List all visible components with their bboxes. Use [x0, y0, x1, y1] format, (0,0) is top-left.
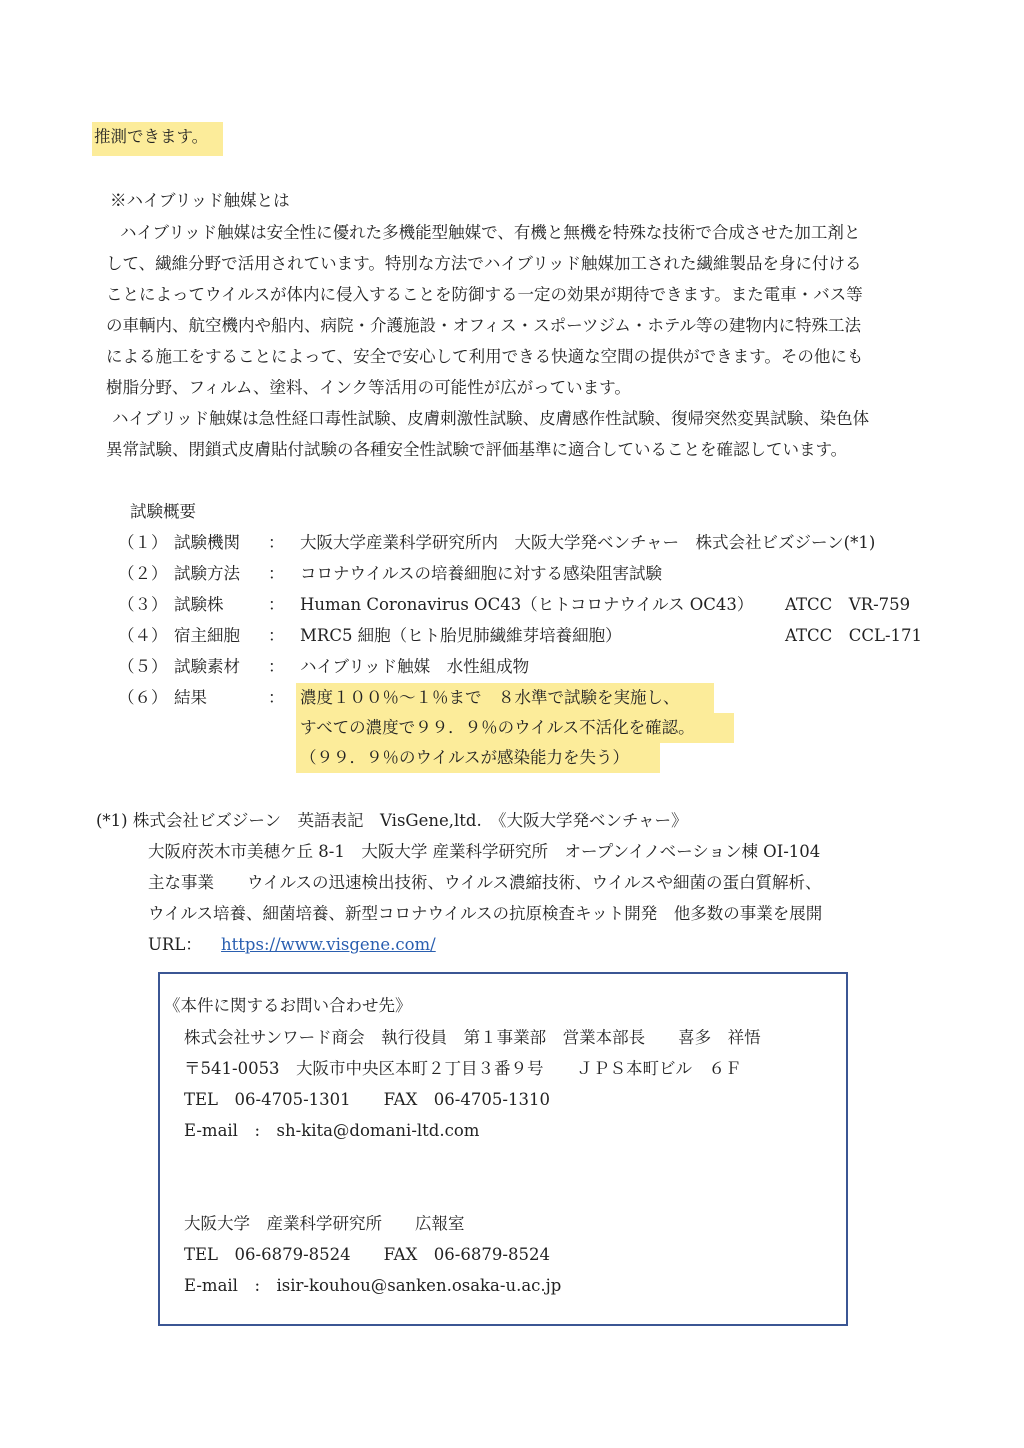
note-line-1: (*1) 株式会社ビズジーン 英語表記 VisGene,ltd. 《大阪大学発ベンチャー》	[96, 811, 688, 830]
contact-tel2: TEL 06-6879-8524 FAX 06-6879-8524	[184, 1245, 550, 1264]
test-row-value: Human Coronavirus OC43（ヒトコロナウイルス OC43）	[300, 595, 754, 614]
test-row-num: （１）	[118, 533, 168, 552]
contact-email: E-mail : sh-kita@domani-ltd.com	[184, 1121, 480, 1140]
test-heading: 試験概要	[130, 502, 196, 521]
test-row-item: 試験機関	[174, 533, 240, 552]
contact-org2: 大阪大学 産業科学研究所 広報室	[184, 1214, 465, 1233]
intro-text: 推測できます。	[94, 127, 209, 146]
test-row-atcc: ATCC VR-759	[785, 595, 911, 614]
result-line-3: （９９．９％のウイルスが感染能力を失う）	[300, 748, 630, 767]
url-label: URL：	[148, 935, 202, 954]
test-row-value: ハイブリッド触媒 水性組成物	[300, 657, 530, 676]
contact-email2: E-mail : isir-kouhou@sanken.osaka-u.ac.jp	[184, 1276, 562, 1295]
test-row-colon: ：	[268, 533, 285, 552]
test-row-num: （５）	[118, 657, 168, 676]
intro-highlight	[92, 122, 223, 156]
visgene-link[interactable]: https://www.visgene.com/	[221, 935, 436, 954]
test-row-value: 大阪大学産業科学研究所内 大阪大学発ベンチャー 株式会社ビズジーン(*1)	[300, 533, 876, 552]
test-row-colon: ：	[268, 657, 285, 676]
test-result-num: （６）	[118, 688, 168, 707]
test-row-num: （４）	[118, 626, 168, 645]
test-row-item: 試験素材	[174, 657, 240, 676]
note-line-4: ウイルス培養、細菌培養、新型コロナウイルスの抗原検査キット開発 他多数の事業を展開	[148, 904, 823, 923]
test-result-item: 結果	[174, 688, 207, 707]
contact-tel: TEL 06-4705-1301 FAX 06-4705-1310	[184, 1090, 550, 1109]
hybrid-line-8: 異常試験、閉鎖式皮膚貼付試験の各種安全性試験で評価基準に適合していることを確認しています。	[106, 440, 848, 459]
note-url-row	[148, 935, 436, 956]
contact-address: 〒541-0053 大阪市中央区本町２丁目３番９号 ＪＰＳ本町ビル ６Ｆ	[184, 1059, 742, 1078]
test-row-colon: ：	[268, 626, 285, 645]
result-line-2: すべての濃度で９９．９％のウイルス不活化を確認。	[300, 718, 695, 737]
hybrid-line-5: による施工をすることによって、安全で安心して利用できる快適な空間の提供ができます。その他にも	[106, 347, 864, 366]
test-row-colon: ：	[268, 564, 285, 583]
test-row-value: コロナウイルスの培養細胞に対する感染阻害試験	[300, 564, 663, 583]
test-result-colon: ：	[268, 688, 285, 707]
test-row-item: 試験方法	[174, 564, 240, 583]
hybrid-line-1: ハイブリッド触媒は安全性に優れた多機能型触媒で、有機と無機を特殊な技術で合成させた加工剤と	[120, 223, 861, 242]
note-line-2: 大阪府茨木市美穂ケ丘 8-1 大阪大学 産業科学研究所 オープンイノベーション棟 OI-104	[148, 842, 821, 861]
hybrid-line-4: の車輌内、航空機内や船内、病院・介護施設・オフィス・スポーツジム・ホテル等の建物内に特殊工法	[106, 316, 862, 335]
contact-heading: 《本件に関するお問い合わせ先》	[164, 996, 412, 1015]
test-row-num: （２）	[118, 564, 168, 583]
test-row-atcc: ATCC CCL-171	[785, 626, 923, 645]
hybrid-line-3: ことによってウイルスが体内に侵入することを防御する一定の効果が期待できます。また電車・バス等	[106, 285, 863, 304]
hybrid-line-6: 樹脂分野、フィルム、塗料、インク等活用の可能性が広がっています。	[106, 378, 631, 397]
hybrid-line-7: ハイブリッド触媒は急性経口毒性試験、皮膚刺激性試験、皮膚感作性試験、復帰突然変異試験、染色体	[112, 409, 870, 428]
hybrid-heading: ※ハイブリッド触媒とは	[110, 191, 290, 210]
hybrid-line-2: して、繊維分野で活用されています。特別な方法でハイブリッド触媒加工された繊維製品を身に付ける	[106, 254, 862, 273]
test-row-item: 宿主細胞	[174, 626, 240, 645]
test-row-value: MRC5 細胞（ヒト胎児肺繊維芽培養細胞）	[300, 626, 622, 645]
test-row-item: 試験株	[174, 595, 224, 614]
note-line-3: 主な事業 ウイルスの迅速検出技術、ウイルス濃縮技術、ウイルスや細菌の蛋白質解析、	[148, 873, 822, 892]
result-line-1: 濃度１００％～１％まで ８水準で試験を実施し、	[300, 688, 680, 707]
contact-company: 株式会社サンワード商会 執行役員 第１事業部 営業本部長 喜多 祥悟	[184, 1028, 761, 1047]
test-row-num: （３）	[118, 595, 168, 614]
test-row-colon: ：	[268, 595, 285, 614]
contact-box	[158, 972, 848, 1326]
